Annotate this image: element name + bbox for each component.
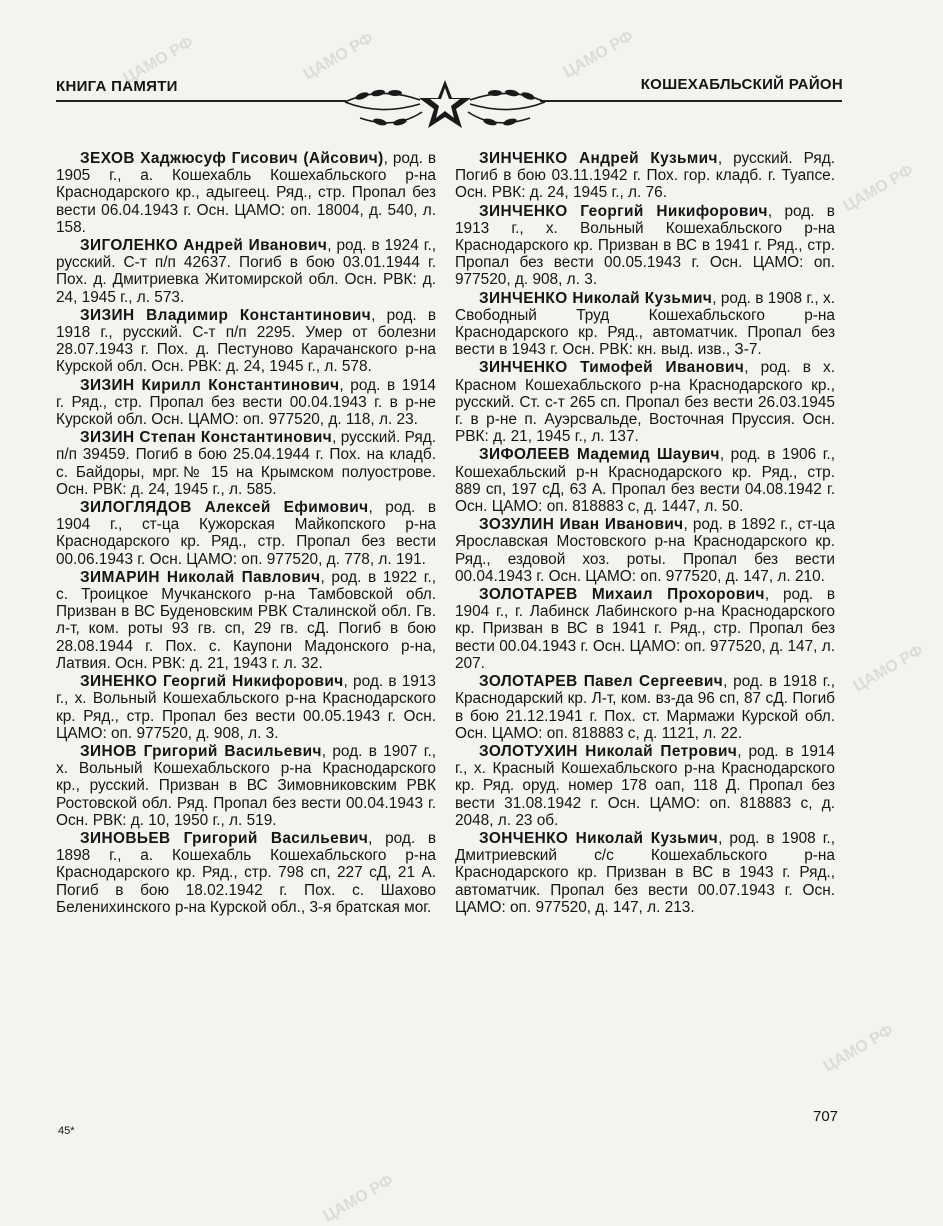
- person-name: ЗОЛОТУХИН Николай Петрович: [479, 742, 738, 760]
- memorial-entry: [56, 569, 436, 672]
- person-name: ЗЕХОВ Хаджюсуф Гисович (Айсович): [80, 150, 384, 167]
- memorial-entry: [56, 499, 436, 568]
- person-name: ЗИНЧЕНКО Николай Кузьмич: [479, 289, 713, 307]
- person-name: ЗИНЧЕНКО Тимофей Иванович: [479, 359, 745, 377]
- entry-details: , русский. Ряд. п/п 39459. Погиб в бою 25.04.1944 г. Пох. на кладб. с. Байдоры, мрг.№ 15 на Крымском полуострове. Осн. РВК: д. 24, 1945 г., л. 585.: [56, 429, 436, 498]
- memorial-entry: [56, 743, 436, 829]
- watermark: ЦАМО РФ: [820, 1021, 897, 1076]
- entry-details: , род. в 1922 г., с. Троицкое Мучканского р-на Тамбовской обл. Призван в ВС Буденовским РВК Сталинской обл. Гв. л-т, ком. роты 93 гв. сп, 29 гв. сД. Погиб в бою 28.08.1944 г. Пох. с. Каупони Мадонского р-на, Латвия. Осн. РВК: д. 21, 1943 г. л. 32.: [56, 568, 436, 672]
- memorial-entry: [455, 673, 835, 742]
- right-column: [455, 150, 835, 917]
- entry-details: , род. в 1918 г., русский. С-т п/п 2295. Умер от болезни 28.07.1943 г. Пох. д. Пестуново Карачанского р-на Курской обл. Осн. РВК: д. 24, 1945 г., л. 578.: [56, 306, 436, 376]
- entry-details: , род. в 1918 г., Краснодарский кр. Л-т, ком. вз-да 96 сп, 87 сД. Погиб в бою 21.12.1941 г. Пох. ст. Мармажи Курской обл. Осн. ЦАМО: оп. 818883 с, д. 1121, л. 22.: [455, 673, 835, 742]
- entry-details: , род. в 1904 г., ст-ца Кужорская Майкопского р-на Краснодарского кр. Ряд., стр. Пропал без вести 00.06.1943 г. Осн. ЦАМО: оп. 977520, д. 778, л. 191.: [56, 499, 436, 568]
- person-name: ЗОЛОТАРЕВ Павел Сергеевич: [479, 673, 724, 691]
- memorial-entry: [455, 150, 835, 202]
- person-name: ЗИНОВ Григорий Васильевич: [80, 742, 322, 760]
- person-name: ЗИНЕНКО Георгий Никифорович: [80, 673, 344, 691]
- header-rule-right: [540, 100, 842, 102]
- memorial-entry: [56, 429, 436, 498]
- memorial-entry: [455, 830, 835, 916]
- person-name: ЗИФОЛЕЕВ Мадемид Шаувич: [479, 446, 720, 464]
- memorial-entry: [56, 150, 436, 236]
- memorial-entry: [455, 359, 835, 445]
- memorial-entry: [455, 290, 835, 359]
- entry-details: , род. в 1905 г., а. Кошехабль Кошехабльского р-на Краснодарского кр., адыгеец. Ряд., стр. Пропал без вести 06.04.1943 г. Осн. ЦАМО: оп. 18004, д. 540, л. 158.: [56, 150, 436, 236]
- header-rule-left: [56, 100, 346, 102]
- person-name: ЗИГОЛЕНКО Андрей Иванович: [80, 237, 328, 255]
- person-name: ЗОНЧЕНКО Николай Кузьмич: [479, 829, 719, 847]
- memorial-entry: [56, 673, 436, 742]
- memorial-entry: [455, 743, 835, 829]
- entry-details: , род. в 1898 г., а. Кошехабль Кошехабльского р-на Краснодарского кр. Ряд., стр. 798 сп, 227 сД, 21 А. Погиб в бою 18.02.1942 г. Пох. с. Шахово Белениxинского р-на Курской обл., 3-я братская мог.: [56, 829, 436, 916]
- entry-details: , род. в 1913 г., х. Вольный Кошехабльского р-на Краснодарского кр. Призван в ВС в 1941 г. Ряд., стр. Пропал без вести 00.05.1943 г. Осн. ЦАМО: оп. 977520, д. 908, л. 3.: [455, 202, 835, 289]
- district-title: КОШЕХАБЛЬСКИЙ РАЙОН: [640, 76, 843, 93]
- person-name: ЗИНЧЕНКО Георгий Никифорович: [479, 202, 768, 220]
- person-name: ЗИЗИН Степан Константинович: [80, 429, 333, 447]
- left-column: [56, 150, 436, 917]
- watermark: ЦАМО РФ: [320, 1171, 397, 1226]
- person-name: ЗОЗУЛИН Иван Иванович: [479, 516, 684, 534]
- entry-details: , род. в 1908 г., Дмитриевский с/с Кошехабльского р-на Краснодарского кр. Призван в ВС в 1943 г. Ряд., автоматчик. Пропал без вести 00.07.1943 г. Осн. ЦАМО: оп. 977520, д. 147, л. 213.: [455, 829, 835, 916]
- entry-details: , род. в 1906 г., Кошехабльский р-н Краснодарского кр. Ряд., стр. 889 сп, 197 сД, 63 А. Пропал без вести 04.08.1942 г. Осн. ЦАМО: оп. 818883 с, д. 1447, л. 50.: [455, 446, 835, 516]
- person-name: ЗИЛОГЛЯДОВ Алексей Ефимович: [80, 499, 369, 517]
- watermark: ЦАМО РФ: [560, 27, 637, 82]
- entry-details: , род. в 1908 г., х. Свободный Труд Кошехабльского р-на Краснодарского кр. Ряд., автоматчик. Пропал без вести в 1943 г. Осн. РВК: кн. выд. изв., З-7.: [455, 289, 835, 359]
- entry-details: , русский. Ряд. Погиб в бою 03.11.1942 г. Пох. гор. кладб. г. Туапсе. Осн. РВК: д. 24, 1945 г., л. 76.: [455, 150, 835, 202]
- page-header: [0, 0, 943, 140]
- memorial-entry: [56, 307, 436, 376]
- entry-details: , род. в 1892 г., ст-ца Ярославская Мостовского р-на Краснодарского кр. Ряд., ездовой хоз. роты. Пропал без вести 00.04.1943 г. Осн. ЦАМО: оп. 977520, д. 147, л. 210.: [455, 516, 835, 585]
- star-laurel-emblem-icon: [340, 78, 550, 136]
- book-title: КНИГА ПАМЯТИ: [56, 78, 178, 95]
- person-name: ЗОЛОТАРЕВ Михаил Прохорович: [479, 586, 765, 604]
- memorial-entry: [56, 377, 436, 429]
- memorial-entry: [56, 830, 436, 916]
- page-number: 707: [813, 1108, 839, 1125]
- entry-details: , род. в 1907 г., х. Вольный Кошехабльского р-на Краснодарского кр., русский. Призван в ВС Зимовниковским РВК Ростовской обл. Ряд. Пропал без вести 00.04.1943 г. Осн. РВК: д. 10, 1950 г., л. 519.: [56, 742, 436, 829]
- memorial-entry: [455, 516, 835, 585]
- entry-details: , род. в 1904 г., г. Лабинск Лабинского р-на Краснодарского кр. Призван в ВС в 1941 г. Ряд., стр. Пропал без вести 00.04.1943 г. Осн. ЦАМО: оп. 977520, д. 147, л. 207.: [455, 586, 835, 672]
- person-name: ЗИНЧЕНКО Андрей Кузьмич: [479, 150, 718, 167]
- memorial-entry: [455, 586, 835, 672]
- person-name: ЗИЗИН Кирилл Константинович: [80, 376, 340, 394]
- watermark: ЦАМО РФ: [840, 161, 917, 216]
- entry-details: , род. в 1914 г. Ряд., стр. Пропал без вести 00.04.1943 г. в р-не Курской обл. Осн. ЦАМО: оп. 977520, д. 118, л. 23.: [56, 376, 436, 429]
- memorial-entry: [455, 203, 835, 289]
- memorial-entry: [455, 446, 835, 515]
- watermark: ЦАМО РФ: [300, 29, 377, 84]
- memorial-entry: [56, 237, 436, 306]
- watermark: ЦАМО РФ: [850, 641, 927, 696]
- person-name: ЗИЗИН Владимир Константинович: [80, 306, 372, 324]
- person-name: ЗИНОВЬЕВ Григорий Васильевич: [80, 829, 369, 847]
- entry-details: , род. в 1914 г., х. Красный Кошехабльского р-на Краснодарского кр. Ряд. оруд. номер 178 оап, 118 Д. Пропал без вести 31.08.1942 г. Осн. ЦАМО: оп. 818883 с, д. 2048, л. 23 об.: [455, 742, 835, 829]
- entry-details: , род. в 1924 г., русский. С-т п/п 42637. Погиб в бою 03.01.1944 г. Пох. д. Дмитриевка Житомирской обл. Осн. РВК: д. 24, 1945 г., л. 573.: [56, 237, 436, 306]
- entry-details: , род. в 1913 г., х. Вольный Кошехабльского р-на Краснодарского кр. Ряд., стр. Пропал без вести 00.05.1943 г. Осн. ЦАМО: оп. 977520, д. 908, л. 3.: [56, 673, 436, 742]
- signature-mark: 45*: [58, 1125, 75, 1137]
- person-name: ЗИМАРИН Николай Павлович: [80, 568, 321, 586]
- entry-details: , род. в х. Красном Кошехабльского р-на Краснодарского кр., русский. Ст. с-т 265 сп. Пропал без вести 26.03.1945 г. в р-не п. Ауэрсвальде, Восточная Пруссия. Осн. РВК: д. 21, 1945 г., л. 137.: [455, 359, 835, 446]
- watermark: ЦАМО РФ: [120, 33, 197, 88]
